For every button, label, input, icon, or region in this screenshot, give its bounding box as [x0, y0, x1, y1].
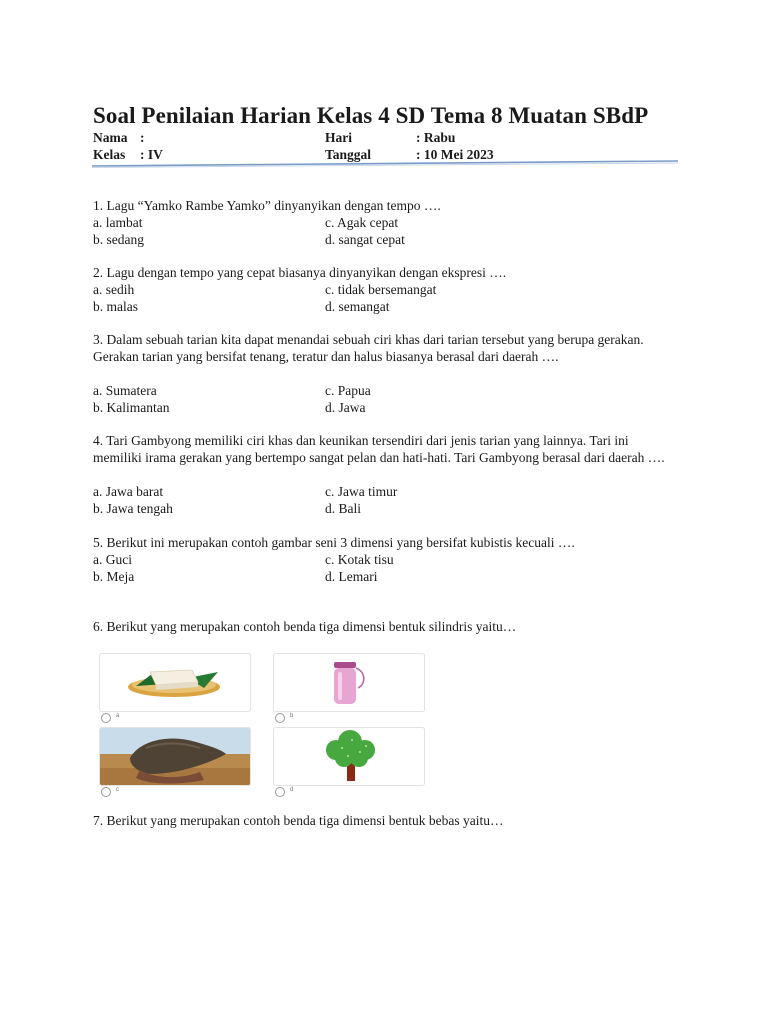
q2-option-d: d. semangat: [325, 299, 390, 314]
question-4: 4. Tari Gambyong memiliki ciri khas dan keunikan tersendiri dari jenis tarian yang lainnya. Tari ini memiliki irama gerakan yang bertempo sangat pelan dan hati-hati. Tari Gambyong berasal dari daerah ….: [93, 433, 665, 465]
tanggal-value: : 10 Mei 2023: [416, 147, 494, 162]
question-3: 3. Dalam sebuah tarian kita dapat menandai sebuah ciri khas dari tarian tersebut yang berupa gerakan. Gerakan tarian yang bersifat tenang, teratur dan halus biasanya berasal dari daerah ….: [93, 332, 644, 364]
nama-colon: :: [140, 130, 145, 145]
hari-label: Hari: [325, 130, 352, 145]
q6-radio-label-b: b: [290, 713, 294, 719]
q6-card-a[interactable]: [99, 653, 251, 712]
q1-option-a: a. lambat: [93, 215, 143, 230]
kelas-value: : IV: [140, 147, 163, 162]
q5-option-a: a. Guci: [93, 552, 132, 567]
q2-option-b: b. malas: [93, 299, 138, 314]
hari-value: : Rabu: [416, 130, 456, 145]
q2-option-c: c. tidak bersemangat: [325, 282, 437, 297]
page-title: Soal Penilaian Harian Kelas 4 SD Tema 8 Muatan SBdP: [93, 103, 649, 128]
q3-option-a: a. Sumatera: [93, 383, 157, 398]
q5-option-b: b. Meja: [93, 569, 135, 584]
rock-in-hand-image: [100, 728, 250, 785]
q3-option-d: d. Jawa: [325, 400, 366, 415]
q5-option-d: d. Lemari: [325, 569, 378, 584]
q4-option-c: c. Jawa timur: [325, 484, 398, 499]
q3-option-b: b. Kalimantan: [93, 400, 170, 415]
question-6: 6. Berikut yang merupakan contoh benda tiga dimensi bentuk silindris yaitu…: [93, 619, 517, 634]
header-divider: [92, 160, 678, 170]
q5-option-c: c. Kotak tisu: [325, 552, 394, 567]
kelas-label: Kelas: [93, 147, 126, 162]
q6-card-c[interactable]: [99, 727, 251, 786]
tofu-on-plate-image: [100, 654, 250, 711]
q2-option-a: a. sedih: [93, 282, 135, 297]
q6-radio-label-c: c: [116, 787, 119, 793]
q3-option-c: c. Papua: [325, 383, 371, 398]
q6-card-b[interactable]: [273, 653, 425, 712]
q1-option-c: c. Agak cepat: [325, 215, 399, 230]
question-7: 7. Berikut yang merupakan contoh benda tiga dimensi bentuk bebas yaitu…: [93, 813, 504, 828]
question-2: 2. Lagu dengan tempo yang cepat biasanya dinyanyikan dengan ekspresi ….: [93, 265, 507, 280]
q1-option-b: b. sedang: [93, 232, 144, 247]
q6-radio-label-d: d: [290, 787, 294, 793]
question-5: 5. Berikut ini merupakan contoh gambar seni 3 dimensi yang bersifat kubistis kecuali ….: [93, 535, 575, 550]
nama-label: Nama: [93, 130, 128, 145]
q6-radio-d[interactable]: [275, 787, 285, 797]
q4-option-a: a. Jawa barat: [93, 484, 164, 499]
q6-radio-a[interactable]: [101, 713, 111, 723]
tree-image: [274, 728, 424, 785]
q4-option-d: d. Bali: [325, 501, 361, 516]
q6-radio-label-a: a: [116, 713, 120, 719]
q6-radio-b[interactable]: [275, 713, 285, 723]
q4-option-b: b. Jawa tengah: [93, 501, 173, 516]
q1-option-d: d. sangat cepat: [325, 232, 405, 247]
question-1: 1. Lagu “Yamko Rambe Yamko” dinyanyikan dengan tempo ….: [93, 198, 441, 213]
q6-card-d[interactable]: [273, 727, 425, 786]
tanggal-label: Tanggal: [325, 147, 372, 162]
water-bottle-image: [274, 654, 424, 711]
q6-radio-c[interactable]: [101, 787, 111, 797]
